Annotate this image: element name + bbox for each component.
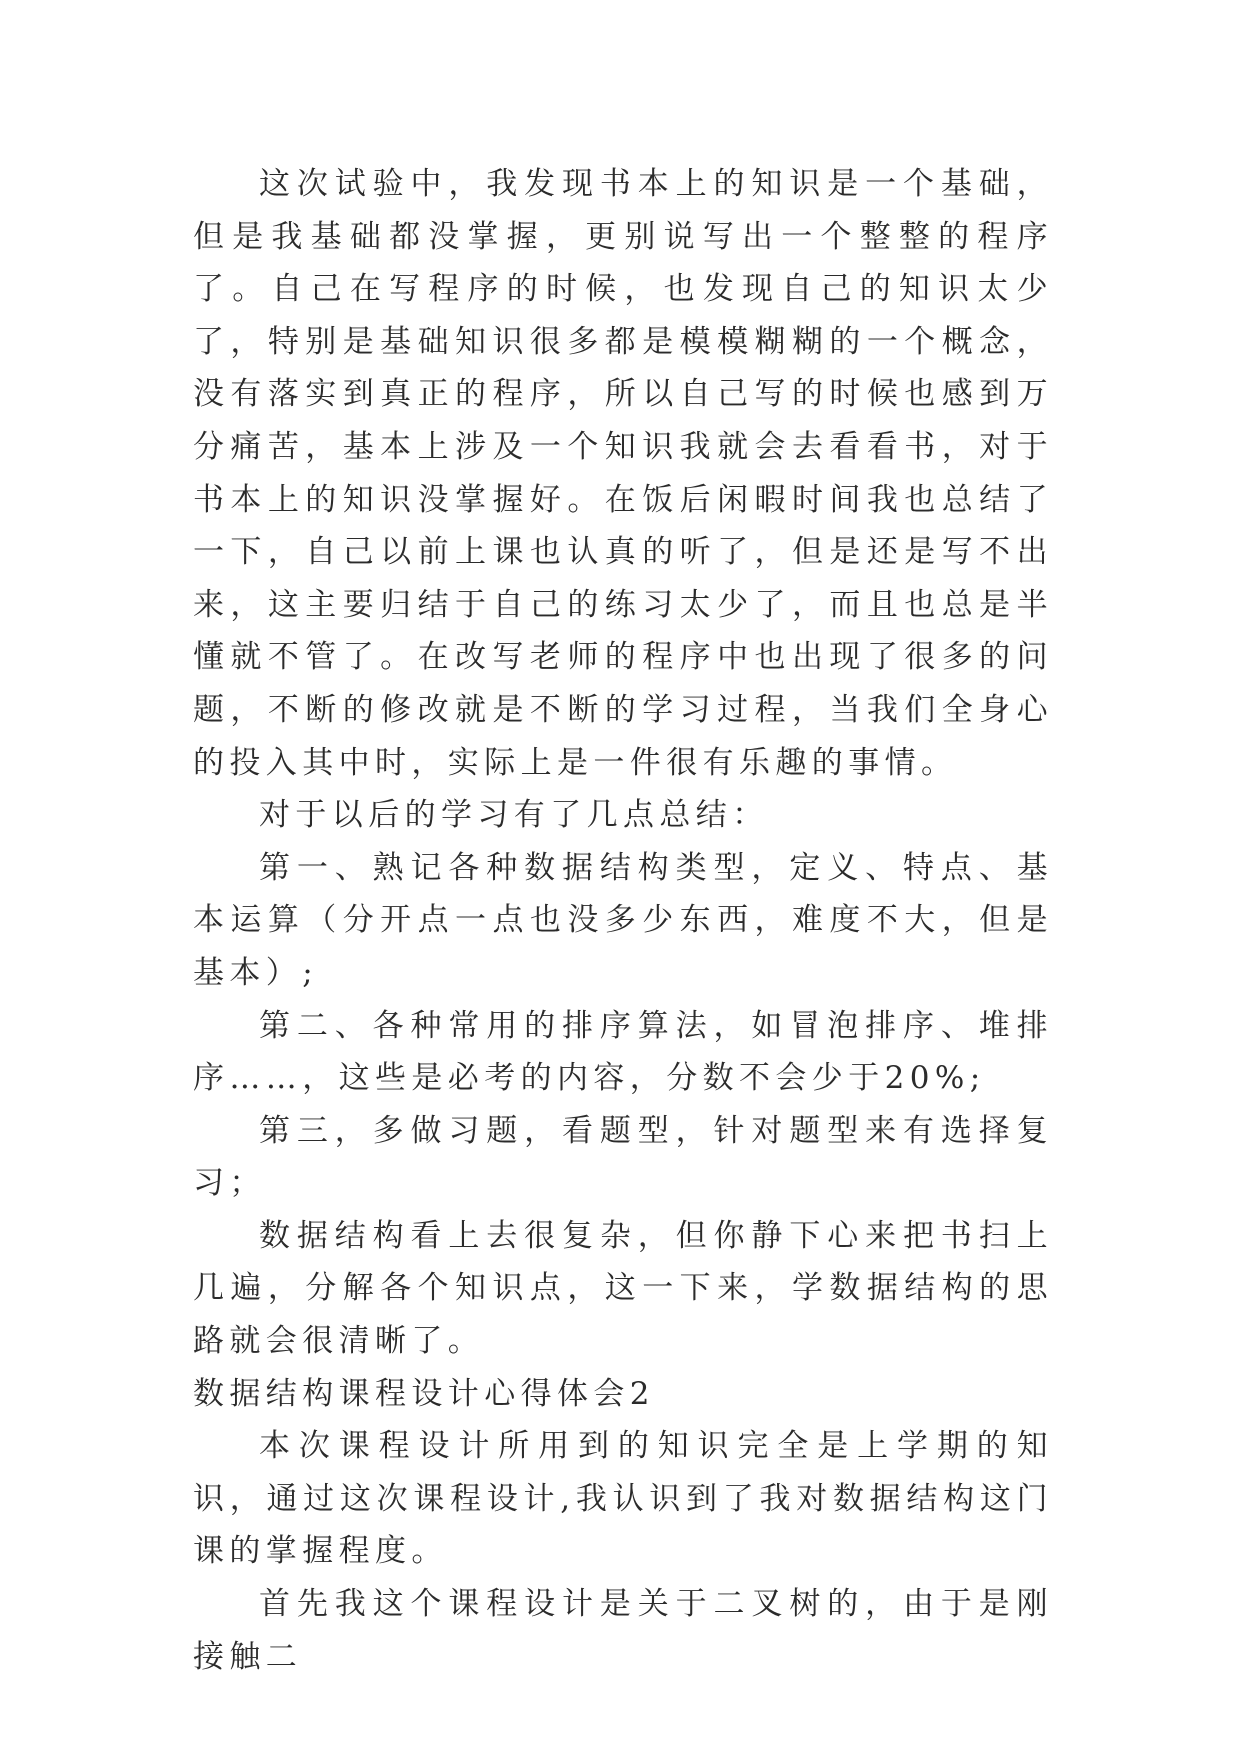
paragraph-summary-intro: 对于以后的学习有了几点总结： [259,797,769,834]
paragraph-binary-tree: 首先我这个课程设计是关于二叉树的，由于是刚接触二 [193,1586,1053,1675]
section-heading: 数据结构课程设计心得体会2 [193,1375,655,1412]
paragraph-course-design: 本次课程设计所用到的知识完全是上学期的知识，通过这次课程设计,我认识到了我对数据结构这门课的掌握程度。 [193,1428,1053,1570]
paragraph-conclusion: 数据结构看上去很复杂，但你静下心来把书扫上几遍，分解各个知识点，这一下来，学数据结构的思路就会很清晰了。 [193,1217,1053,1360]
paragraph-reflection: 这次试验中，我发现书本上的知识是一个基础，但是我基础都没掌握，更别说写出一个整整的程序了。自己在写程序的时候，也发现自己的知识太少了，特别是基础知识很多都是模模糊糊的一个概念，没有落实到真正的程序，所以自己写的时候也感到万分痛苦，基本上涉及一个知识我就会去看看书，对于书本上的知识没掌握好。在饭后闲暇时间我也总结了一下，自己以前上课也认真的听了，但是还是写不出来，这主要归结于自己的练习太少了，而且也总是半懂就不管了。在改写老师的程序中也出现了很多的问题，不断的修改就是不断的学习过程，当我们全身心的投入其中时，实际上是一件很有乐趣的事情。 [193,166,1053,781]
document-body [193,158,1053,1683]
paragraph-point-one: 第一、熟记各种数据结构类型，定义、特点、基本运算（分开点一点也没多少东西，难度不大，但是基本）; [193,849,1053,991]
paragraph-point-three: 第三，多做习题，看题型，针对题型来有选择复习； [193,1112,1053,1202]
paragraph-point-two: 第二、各种常用的排序算法，如冒泡排序、堆排序……，这些是必考的内容，分数不会少于20%; [193,1007,1053,1097]
